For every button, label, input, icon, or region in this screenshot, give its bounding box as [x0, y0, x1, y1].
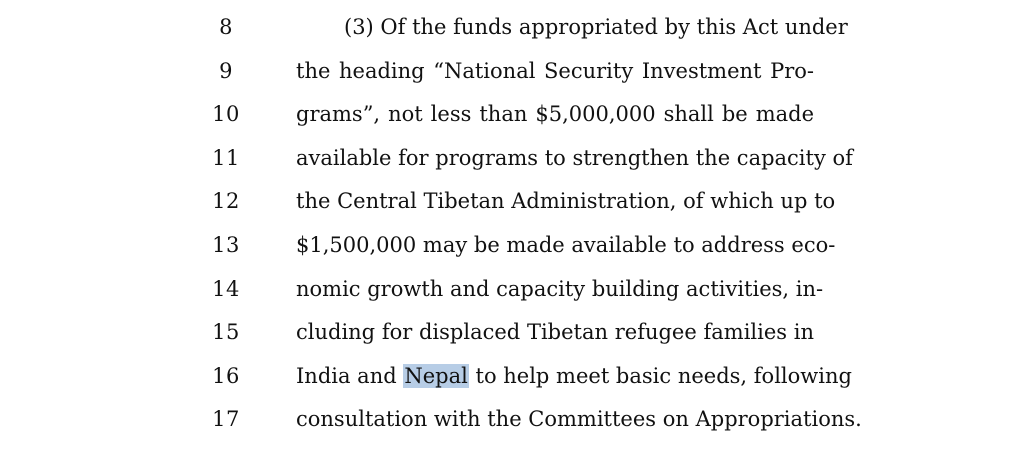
line-number: 9	[219, 59, 233, 83]
line-text: consultation with the Committees on Appropriations.	[296, 407, 862, 431]
document-line	[0, 362, 1024, 402]
highlighted-word[interactable]: Nepal	[404, 364, 468, 388]
document-line	[0, 187, 1024, 227]
line-number: 8	[219, 15, 233, 39]
line-text: (3) Of the funds appropriated by this Act under	[344, 15, 848, 39]
line-text: nomic growth and capacity building activities, in-	[296, 277, 824, 301]
document-line	[0, 144, 1024, 184]
line-number: 11	[212, 146, 240, 170]
line-number: 14	[212, 277, 240, 301]
document-line	[0, 100, 1024, 140]
line-text: available for programs to strengthen the capacity of	[296, 146, 853, 170]
document-line	[0, 57, 1024, 97]
document-line	[0, 13, 1024, 53]
document-line	[0, 275, 1024, 315]
line-text	[296, 362, 852, 390]
document-line	[0, 231, 1024, 271]
line-text-before: India and	[296, 364, 404, 388]
line-text: cluding for displaced Tibetan refugee families in	[296, 320, 814, 344]
document-line	[0, 405, 1024, 445]
line-number: 13	[212, 233, 240, 257]
line-number: 16	[212, 364, 240, 388]
document-line	[0, 318, 1024, 358]
line-text: the Central Tibetan Administration, of which up to	[296, 189, 836, 213]
line-text: grams”, not less than $5,000,000 shall be made	[296, 102, 814, 126]
line-number: 15	[212, 320, 240, 344]
line-text-after: to help meet basic needs, following	[468, 364, 852, 388]
line-number: 12	[212, 189, 240, 213]
line-number: 10	[212, 102, 240, 126]
line-number: 17	[212, 407, 240, 431]
line-text: $1,500,000 may be made available to address eco-	[296, 233, 836, 257]
line-text: the heading “National Security Investment Pro-	[296, 59, 814, 83]
